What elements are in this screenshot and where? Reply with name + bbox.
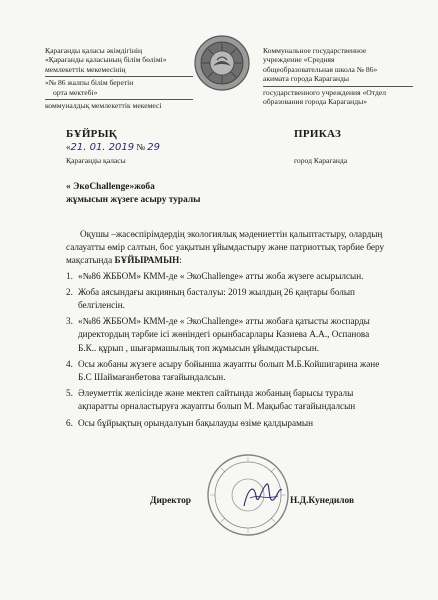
- header-left-line: «№ 86 жалпы білім беретін: [45, 78, 134, 88]
- header-right-line: государственного учреждения «Отдел: [263, 87, 386, 97]
- order-title-kz: БҰЙРЫҚ: [66, 128, 118, 140]
- item-number: 5.: [66, 388, 73, 399]
- list-item: [66, 387, 386, 413]
- state-emblem-icon: [193, 34, 251, 92]
- intro-text: Оқушы –жасөспірімдердің экологиялық мәдениеттін қалыптастыру, олардың салауатты өмір салтын, бос уақытын ұйымдастыру және патриоттық тәрбие беру мақсатында: [66, 229, 385, 266]
- item-number: 1.: [66, 270, 73, 281]
- order-number: 29: [147, 142, 160, 153]
- list-item: [66, 358, 386, 384]
- header-right-line: общеобразовательная школа № 86»: [263, 64, 378, 74]
- header-left-line: орта мектебі»: [53, 87, 98, 97]
- header-left-rule: [45, 76, 193, 77]
- header-right-line: образования города Караганды»: [263, 97, 367, 107]
- item-text: «№86 ЖББОМ» КММ-де « ЭкоChallenge» атты жобаға қатысты жоспарды директордың тәрбие ісі жөніндегі орынбасарлары Казиева А.А., Оспанова Б.К.. құрып , шығармашылық топ жұмысын ұйымдастырсын.: [78, 316, 370, 353]
- item-number: 4.: [66, 358, 73, 369]
- header-right-block: [263, 46, 428, 106]
- header-left-line: «Қарағанды қаласының білім бөлімі»: [45, 55, 167, 65]
- order-title-ru: ПРИКАЗ: [294, 128, 342, 140]
- order-body: [66, 228, 386, 433]
- item-text: Осы жобаны жүзеге асыру бойынша жауапты болып М.Б.Койшигарина және Б.С Шаймағанбетова тағайындалсын.: [78, 358, 380, 383]
- order-date-row: [66, 142, 160, 153]
- header-right-line: Коммунальное государственное: [263, 46, 367, 55]
- item-text: Осы бұйрықтың орындалуын бақылауды өзіме қалдырамын: [78, 417, 314, 428]
- subject-line: жұмысын жүзеге асыру туралы: [66, 194, 201, 205]
- date-prefix: «: [66, 142, 71, 152]
- city-ru: город Караганда: [294, 156, 348, 165]
- intro-colon: :: [179, 255, 182, 266]
- item-number: 2.: [66, 286, 73, 297]
- header-right-line: учреждение «Средняя: [263, 55, 335, 65]
- header-left-block: [45, 46, 205, 110]
- item-number: 3.: [66, 316, 73, 327]
- intro-command: БҰЙЫРАМЫН: [114, 255, 180, 266]
- signatory-name: Н.Д.Кунедилов: [290, 496, 355, 506]
- item-text: Әлеуметтік желісінде және мектеп сайтында жобаның барысы туралы ақпаратты орналастыруға жауапты болып М. Мақыбас тағайындалсын: [78, 388, 356, 412]
- header-right-line: акимата города Караганды: [263, 74, 349, 84]
- item-number: 6.: [66, 417, 73, 428]
- handwritten-signature-icon: [240, 478, 286, 514]
- item-text: Жоба аясындағы акцияның басталуы: 2019 жылдың 26 қаңтары болып белгіленсін.: [78, 286, 355, 311]
- number-sign: №: [136, 142, 145, 152]
- header-left-line: коммуналдық мемлекеттік мекемесі: [45, 101, 162, 111]
- header-left-line: мемлекеттік мекемесінің: [45, 64, 126, 74]
- order-subject: [66, 181, 201, 206]
- subject-line: « ЭкоChallenge»жоба: [66, 182, 155, 192]
- header-left-rule: [45, 99, 193, 100]
- intro-paragraph: [66, 228, 386, 268]
- item-text: «№86 ЖББОМ» КММ-де « ЭкоChallenge» атты жоба жүзеге асырылсын.: [78, 270, 364, 281]
- signatory-role: Директор: [150, 496, 192, 506]
- city-kz: Қарағанды қаласы: [66, 156, 126, 165]
- order-items-list: [66, 270, 386, 430]
- header-left-line: Қарағанды қаласы әкімдігінің: [45, 46, 143, 55]
- order-date: 21. 01. 2019: [70, 142, 135, 153]
- list-item: [66, 315, 386, 355]
- list-item: [66, 417, 386, 430]
- header-right-rule: [263, 86, 413, 87]
- list-item: [66, 286, 386, 312]
- list-item: [66, 270, 386, 283]
